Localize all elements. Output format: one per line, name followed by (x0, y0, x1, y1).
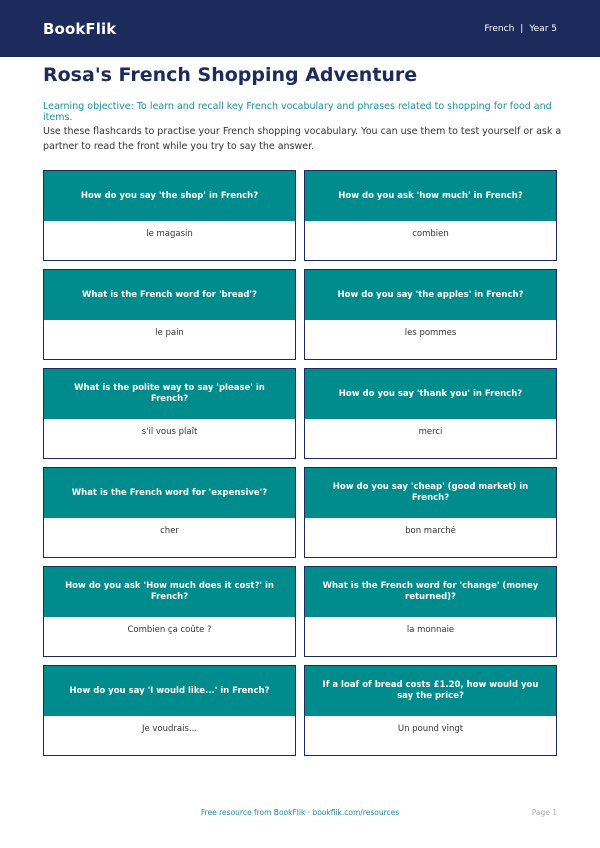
footer-credit[interactable]: Free resource from BookFlik · bookflik.com/resources (200, 808, 400, 817)
flashcard (304, 566, 557, 657)
meta-separator: | (520, 23, 524, 34)
flashcard-question: What is the French word for 'change' (money returned)? (305, 567, 556, 617)
flashcard-question: If a loaf of bread costs £1.20, how would you say the price? (305, 666, 556, 716)
flashcard (304, 170, 557, 261)
flashcard-answer: merci (418, 427, 443, 437)
page-header (0, 0, 600, 57)
flashcard (43, 368, 296, 459)
flashcard (304, 467, 557, 558)
flashcard-question: How do you say 'I would like...' in French? (44, 666, 295, 716)
flashcard-question: What is the French word for 'expensive'? (44, 468, 295, 518)
flashcard-question: How do you ask 'How much does it cost?' in French? (44, 567, 295, 617)
flashcard-question: How do you say 'the shop' in French? (44, 171, 295, 221)
flashcard-answer: le pain (155, 328, 184, 338)
header-meta (484, 24, 557, 34)
flashcard (43, 566, 296, 657)
flashcard-answer: s'il vous plaît (141, 427, 198, 437)
flashcard-answer: les pommes (404, 328, 457, 338)
flashcard-grid (43, 170, 557, 756)
flashcard (304, 665, 557, 756)
flashcard-question: How do you say 'thank you' in French? (305, 369, 556, 419)
page-title: Rosa's French Shopping Adventure (43, 64, 418, 86)
learning-objective: Learning objective: To learn and recall key French vocabulary and phrases related to shopping for food and items. (43, 101, 552, 123)
flashcard-question: What is the French word for 'bread'? (44, 270, 295, 320)
flashcard (43, 467, 296, 558)
flashcard (304, 368, 557, 459)
flashcard (304, 269, 557, 360)
brand-logo-text: BookFlik (43, 19, 117, 38)
flashcard-question: What is the polite way to say 'please' in French? (44, 369, 295, 419)
flashcard-answer: le magasin (146, 229, 193, 239)
flashcard-question: How do you say 'the apples' in French? (305, 270, 556, 320)
page-footer (0, 808, 600, 820)
year-label: Year 5 (529, 23, 557, 34)
flashcard-answer: la monnaie (406, 625, 455, 635)
subject-label: French (484, 23, 515, 34)
flashcard-answer: Un pound vingt (397, 724, 464, 734)
intro-text: Use these flashcards to practise your French shopping vocabulary. You can use them to test yourself or ask a partner to read the front while you try to say the answer. (43, 126, 562, 152)
flashcard-answer: bon marché (405, 526, 456, 536)
flashcard-answer: combien (412, 229, 449, 239)
flashcard-answer: cher (160, 526, 179, 536)
flashcard (43, 665, 296, 756)
flashcard-answer: Je voudrais... (141, 724, 198, 734)
flashcard (43, 170, 296, 261)
flashcard-question: How do you ask 'how much' in French? (305, 171, 556, 221)
flashcard (43, 269, 296, 360)
page-number: Page 1 (531, 808, 557, 817)
flashcard-question: How do you say 'cheap' (good market) in French? (305, 468, 556, 518)
flashcard-answer: Combien ça coûte ? (127, 625, 212, 635)
